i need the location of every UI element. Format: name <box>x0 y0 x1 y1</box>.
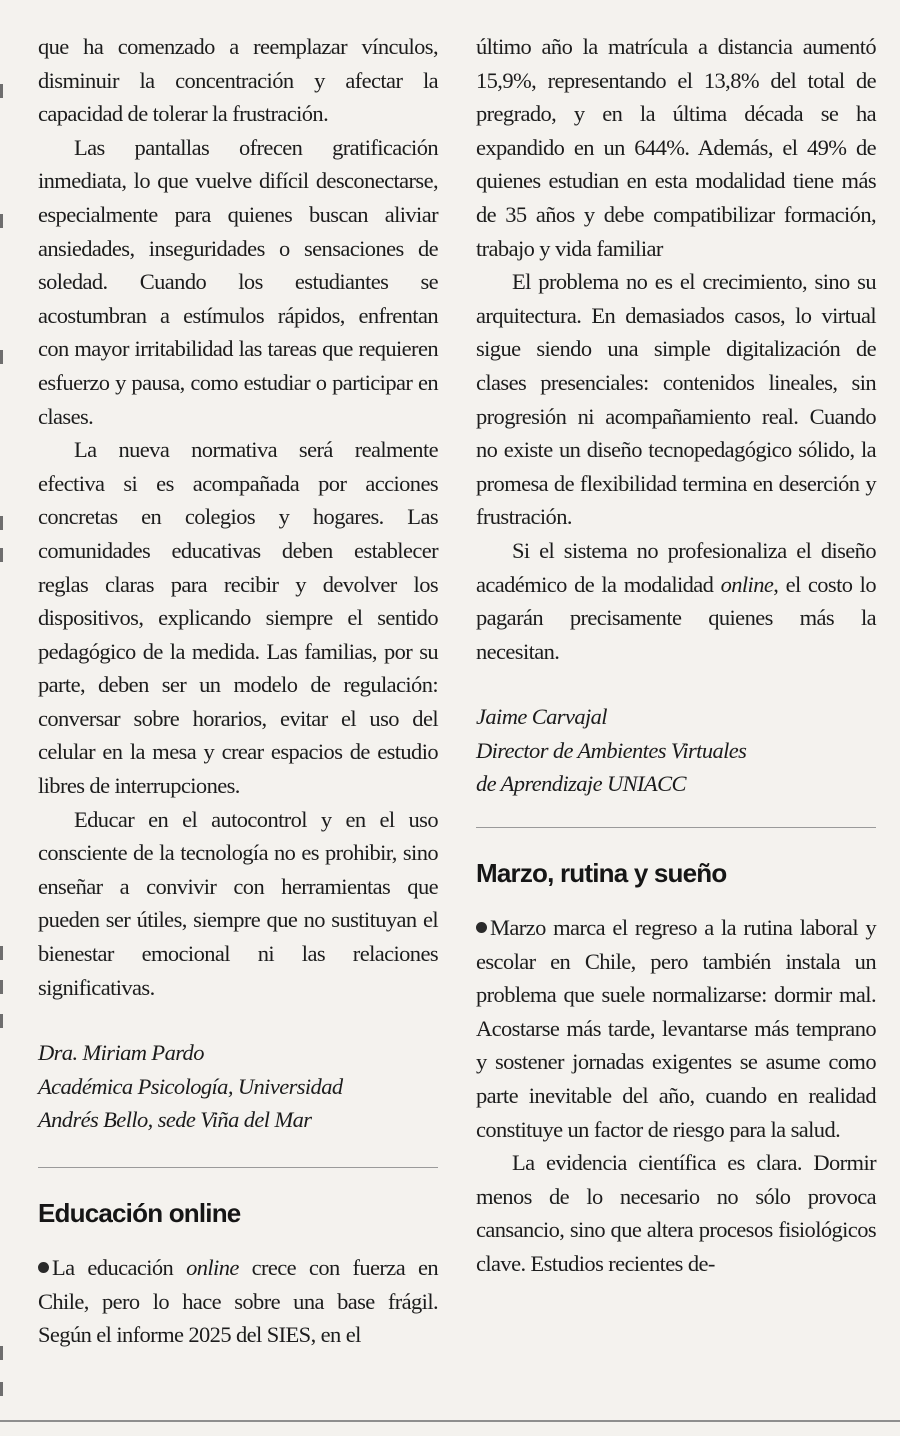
gutter-mark <box>0 84 3 98</box>
letter-body-italic-word: online <box>186 1255 239 1280</box>
right-paragraph-3 <box>476 534 876 668</box>
left-paragraph-2: Las pantallas ofrecen gratificación inmediata, lo que vuelve difícil desconectarse, especialmente para quienes buscan aliviar ansiedades, inseguridades o sensaciones de soledad. Cuando los estudiantes se acostumbran a estímulos rápidos, enfrentan con mayor irritabilidad las tareas que requieren esfuerzo y pausa, como estudiar o participar en clases. <box>38 134 438 429</box>
letter-body-marzo-paragraph-1 <box>476 911 876 1146</box>
left-paragraph-1: que ha comenzado a reemplazar vínculos, disminuir la concentración y afectar la capacidad de tolerar la frustración. <box>38 34 438 127</box>
signature-name: Jaime Carvajal <box>476 704 607 730</box>
signature-affiliation-line-1: Director de Ambientes Virtuales <box>476 737 747 763</box>
signature-affiliation-line-2: de Aprendizaje UNIACC <box>476 771 686 797</box>
signature-affiliation-line-2: Andrés Bello, sede Viña del Mar <box>38 1107 312 1133</box>
gutter-mark <box>0 214 3 228</box>
letter-body-marzo-paragraph-2: La evidencia científica es clara. Dormir menos de lo necesario no sólo provoca cansancio, sino que altera procesos fisiológicos clave. Estudios recientes de- <box>476 1150 876 1276</box>
gutter-mark <box>0 946 3 960</box>
left-column <box>38 30 438 1352</box>
bullet-icon <box>38 1262 49 1273</box>
right-paragraph-2: El problema no es el crecimiento, sino su arquitectura. En demasiados casos, lo virtual sigue siendo una simple digitalización de clases presenciales: contenidos lineales, sin progresión ni acompañamiento real. Cuando no existe un diseño tecnopedagógico sólido, la promesa de flexibilidad termina en deserción y frustración. <box>476 269 876 530</box>
left-paragraph-4: Educar en el autocontrol y en el uso consciente de la tecnología no es prohibir, sino enseñar a convivir con herramientas que pueden ser útiles, siempre que no sustituyan el bienestar emocional ni las relaciones significativas. <box>38 806 438 1000</box>
gutter-mark <box>0 548 3 562</box>
headline-marzo-rutina-sueno: Marzo, rutina y sueño <box>476 858 727 889</box>
letter-body-text-start: La educación <box>52 1255 187 1280</box>
right-paragraph-3-start: Si el sistema no profesionaliza el diseño académico de la modalidad <box>476 537 876 597</box>
letter-body-marzo-text: Marzo marca el regreso a la rutina laboral y escolar en Chile, pero también instala un problema que suele normalizarse: dormir mal. Acostarse más tarde, levantarse más temprano y sostener jornadas exigentes se asume como parte inevitable del año, cuando en realidad constituye un factor de riesgo para la salud. <box>476 915 876 1142</box>
signature-name: Dra. Miriam Pardo <box>38 1040 204 1066</box>
right-column <box>476 30 876 1281</box>
right-paragraph-3-end: , el costo lo pagarán precisamente quienes más la necesitan. <box>476 571 876 664</box>
left-paragraph-3: La nueva normativa será realmente efectiva si es acompañada por acciones concretas en colegios y hogares. Las comunidades educativas deben establecer reglas claras para recibir y devolver los dispositivos, explicando siempre el sentido pedagógico de la medida. Las familias, por su parte, deben ser un modelo de regulación: conversar sobre horarios, evitar el uso del celular en la mesa y crear espacios de estudio libres de interrupciones. <box>38 437 438 799</box>
gutter-mark <box>0 1014 3 1028</box>
signature-affiliation-line-1: Académica Psicología, Universidad <box>38 1073 343 1099</box>
gutter-mark <box>0 516 3 530</box>
letter-body-text-end: crece con fuerza en Chile, pero lo hace sobre una base frágil. Según el informe 2025 del SIES, en el <box>38 1255 438 1348</box>
letter-body-educacion-online <box>38 1251 438 1352</box>
right-paragraph-1: último año la matrícula a distancia aumentó 15,9%, representando el 13,8% del total de pregrado, y en la última década se ha expandido en un 644%. Además, el 49% de quienes estudian en esta modalidad tiene más de 35 años y debe compatibilizar formación, trabajo y vida familiar <box>476 34 876 261</box>
gutter-mark <box>0 1382 3 1396</box>
bullet-icon <box>476 922 487 933</box>
page-bottom-rule <box>0 1420 900 1422</box>
gutter-mark <box>0 350 3 364</box>
right-paragraph-3-italic-word: online <box>720 571 774 597</box>
headline-educacion-online: Educación online <box>38 1198 241 1228</box>
gutter-mark <box>0 1346 3 1360</box>
gutter-mark <box>0 980 3 994</box>
